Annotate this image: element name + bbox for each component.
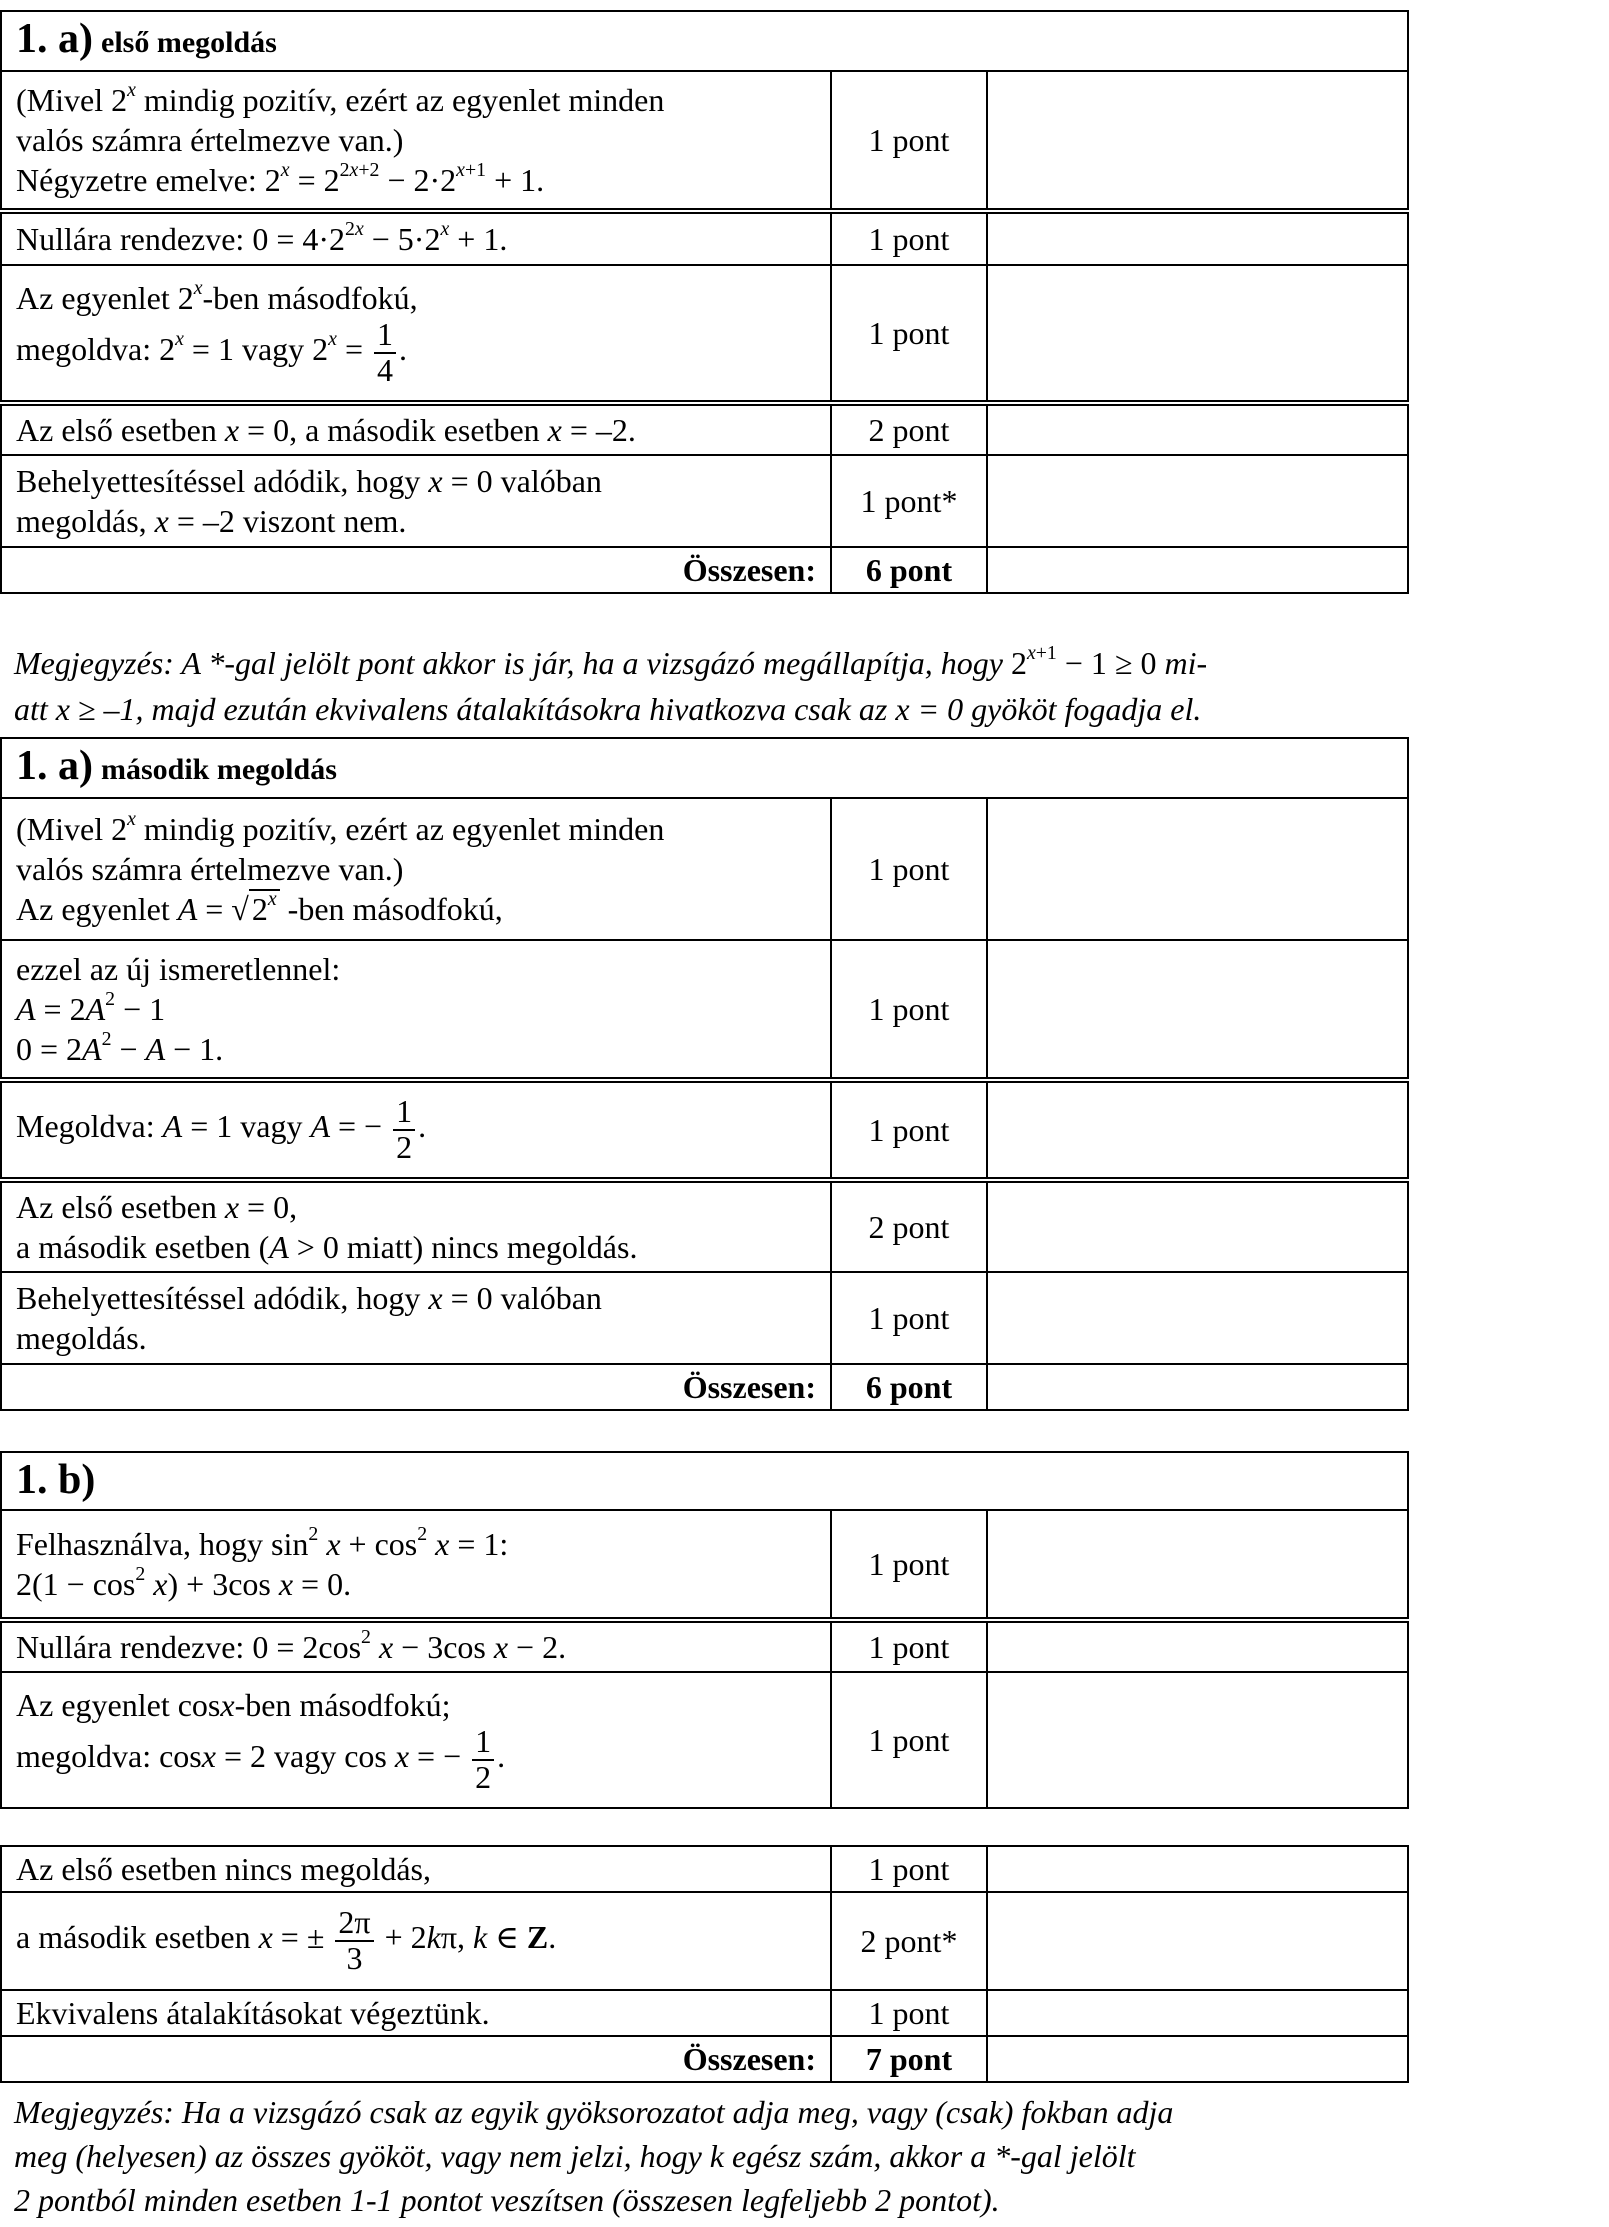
comment-cell (987, 1846, 1408, 1892)
comment-cell (987, 71, 1408, 211)
table-row (1, 1990, 1408, 2036)
problem-number: 1. b) (16, 1457, 96, 1503)
table-row (1, 1272, 1408, 1364)
step-text: Az első esetben x = 0, a második esetben x = –2. (1, 403, 831, 455)
table-header (1, 738, 1408, 798)
comment-cell (987, 1080, 1408, 1180)
points: 1 pont (831, 1620, 987, 1672)
comment-cell (987, 1510, 1408, 1620)
points: 1 pont (831, 1990, 987, 2036)
total-label: Összesen: (1, 1364, 831, 1410)
step-text: (Mivel 2$^x$ mindig pozitív, ezért az egyenlet minden valós számra értelmezve van.) Négyzetre emelve: $2^x = 2^{2x+2} - 2\cdot 2^{x+1} + 1$. (1, 71, 831, 211)
step-text: Az egyenlet 2$^x$-ben másodfokú, megoldva: $2^x = 1$ vagy $2^x$ = $\frac{1}{4}$ . (1, 265, 831, 403)
table-1a-first-solution (0, 10, 1409, 594)
table-row (1, 71, 1408, 211)
table-row (1, 1180, 1408, 1272)
step-text: Az első esetben x = 0, a második esetben (A > 0 miatt) nincs megoldás. (1, 1180, 831, 1272)
table-header (1, 11, 1408, 71)
points: 1 pont (831, 1846, 987, 1892)
comment-cell (987, 1990, 1408, 2036)
total-points: 7 pont (831, 2036, 987, 2082)
total-row (1, 1364, 1408, 1410)
step-text: Felhasználva, hogy $\sin^2 x + \cos^2 x = 1$: $2(1 - \cos^2 x) + 3\cos$ x = 0. (1, 1510, 831, 1620)
table-row (1, 1080, 1408, 1180)
comment-cell (987, 1364, 1408, 1410)
points: 1 pont (831, 71, 987, 211)
points: 1 pont* (831, 455, 987, 547)
points: 1 pont (831, 1672, 987, 1808)
table-row (1, 798, 1408, 940)
step-text: Behelyettesítéssel adódik, hogy x = 0 valóban megoldás, x = –2 viszont nem. (1, 455, 831, 547)
total-points: 6 pont (831, 1364, 987, 1410)
table-1a-second-solution (0, 737, 1409, 1411)
points: 1 pont (831, 1510, 987, 1620)
points: 1 pont (831, 265, 987, 403)
comment-cell (987, 798, 1408, 940)
table-row (1, 265, 1408, 403)
table-row (1, 1892, 1408, 1990)
comment-cell (987, 1272, 1408, 1364)
step-text: Az egyenlet cosx-ben másodfokú; megoldva: cosx = 2 vagy cos x = − $\frac{1}{2}$ . (1, 1672, 831, 1808)
solution-subtitle: első megoldás (101, 26, 277, 59)
comment-cell (987, 940, 1408, 1080)
step-text: Nullára rendezve: $0 = 4\cdot 2^{2x} - 5\cdot 2^x + 1$. (1, 211, 831, 265)
step-text: a második esetben x = ± $\frac{2\pi}{3}$ + 2kπ, k ∈ Z. (1, 1892, 831, 1990)
points: 1 pont (831, 1080, 987, 1180)
points: 2 pont (831, 1180, 987, 1272)
points: 1 pont (831, 940, 987, 1080)
comment-cell (987, 1672, 1408, 1808)
total-points: 6 pont (831, 547, 987, 593)
table-row (1, 1846, 1408, 1892)
table-row (1, 1510, 1408, 1620)
step-text: Az első esetben nincs megoldás, (1, 1846, 831, 1892)
comment-cell (987, 211, 1408, 265)
table-row (1, 455, 1408, 547)
points: 1 pont (831, 1272, 987, 1364)
table-row (1, 1620, 1408, 1672)
table-row (1, 403, 1408, 455)
comment-cell (987, 403, 1408, 455)
step-text: Nullára rendezve: $0 = 2\cos^2$ x − 3cos x − 2. (1, 1620, 831, 1672)
points: 1 pont (831, 798, 987, 940)
table-header (1, 1452, 1408, 1510)
comment-cell (987, 265, 1408, 403)
problem-number: 1. a) (16, 743, 93, 789)
points: 2 pont* (831, 1892, 987, 1990)
total-label: Összesen: (1, 547, 831, 593)
table-1b-continued (0, 1845, 1409, 2083)
table-1b (0, 1451, 1409, 1809)
points: 2 pont (831, 403, 987, 455)
comment-cell (987, 1180, 1408, 1272)
table-row (1, 940, 1408, 1080)
comment-cell (987, 1892, 1408, 1990)
total-row (1, 2036, 1408, 2082)
step-text: ezzel az új ismeretlennel: $A = 2A^2 - 1$ $0 = 2A^2 - A - 1$. (1, 940, 831, 1080)
comment-cell (987, 2036, 1408, 2082)
comment-cell (987, 1620, 1408, 1672)
solution-subtitle: második megoldás (101, 753, 337, 786)
step-text: Behelyettesítéssel adódik, hogy x = 0 valóban megoldás. (1, 1272, 831, 1364)
step-text: Megoldva: A = 1 vagy A = − $\frac{1}{2}$ . (1, 1080, 831, 1180)
comment-cell (987, 455, 1408, 547)
total-label: Összesen: (1, 2036, 831, 2082)
points: 1 pont (831, 211, 987, 265)
comment-cell (987, 547, 1408, 593)
step-text: (Mivel 2$^x$ mindig pozitív, ezért az egyenlet minden valós számra értelmezve van.) Az egyenlet $A = √2^x$ -ben másodfokú, (1, 798, 831, 940)
table-row (1, 1672, 1408, 1808)
step-text: Ekvivalens átalakításokat végeztünk. (1, 1990, 831, 2036)
note-2: Megjegyzés: Ha a vizsgázó csak az egyik gyöksorozatot adja meg, vagy (csak) fokban adja meg (helyesen) az összes gyököt, vagy nem jelzi, hogy k egész szám, akkor a *-gal jelölt 2 pontból minden esetben 1-1 pontot veszítsen (összesen legfeljebb 2 pontot). (14, 2094, 1174, 2218)
problem-number: 1. a) (16, 16, 93, 62)
note-1: Megjegyzés: A *-gal jelölt pont akkor is jár, ha a vizsgázó megállapítja, hogy $2^{x+1} - 1 \ge 0$ mi- att x ≥ –1, majd ezután ekvivalens átalakításokra hivatkozva csak az x = 0 gyököt fogadja el. (14, 642, 1208, 727)
total-row (1, 547, 1408, 593)
table-row (1, 211, 1408, 265)
